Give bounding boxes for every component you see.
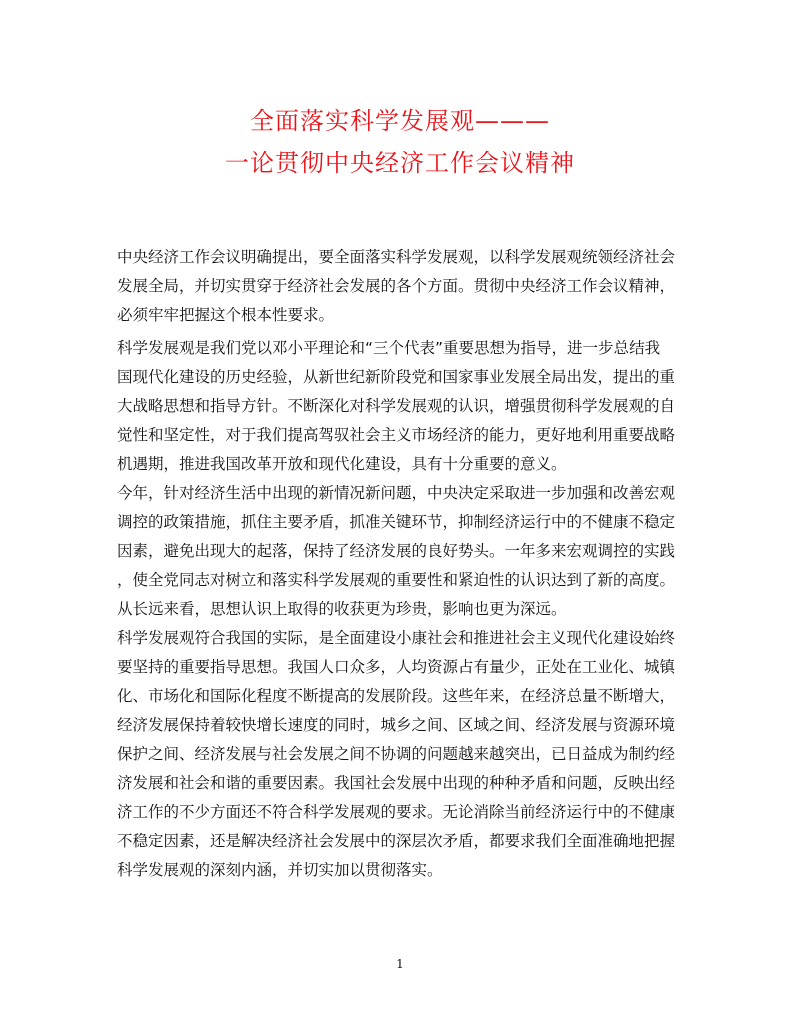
- body-line: 调控的政策措施，抓住主要矛盾，抓准关键环节，抑制经济运行中的不健康不稳定: [117, 513, 676, 531]
- body-line: 保护之间、经济发展与社会发展之间不协调的问题越来越突出，已日益成为制约经: [117, 745, 676, 763]
- body-line: 要坚持的重要指导思想。我国人口众多，人均资源占有量少，正处在工业化、城镇: [117, 658, 676, 676]
- body-line: 国现代化建设的历史经验，从新世纪新阶段党和国家事业发展全局出发，提出的重: [117, 368, 676, 386]
- body-line: 化、市场化和国际化程度不断提高的发展阶段。这些年来，在经济总量不断增大，: [117, 687, 676, 705]
- body-line: 经济发展保持着较快增长速度的同时，城乡之间、区域之间、经济发展与资源环境: [117, 716, 676, 734]
- body-line: 大战略思想和指导方针。不断深化对科学发展观的认识，增强贯彻科学发展观的自: [117, 397, 676, 415]
- body-line: 中央经济工作会议明确提出，要全面落实科学发展观，以科学发展观统领经济社会: [117, 248, 676, 266]
- body-line: 不稳定因素，还是解决经济社会发展中的深层次矛盾，都要求我们全面准确地把握: [117, 832, 676, 850]
- body-line: 机遇期，推进我国改革开放和现代化建设，具有十分重要的意义。: [117, 455, 567, 473]
- body-line: 发展全局，并切实贯穿于经济社会发展的各个方面。贯彻中央经济工作会议精神，: [117, 277, 676, 295]
- body-line: 必须牢牢把握这个根本性要求。: [117, 306, 335, 324]
- title-line-1: 全面落实科学发展观———: [250, 107, 550, 135]
- body-line: 从长远来看，思想认识上取得的收获更为珍贵，影响也更为深远。: [117, 600, 567, 618]
- body-line: ，使全党同志对树立和落实科学发展观的重要性和紧迫性的认识达到了新的高度。: [117, 571, 676, 589]
- title-line-2: 一论贯彻中央经济工作会议精神: [225, 149, 575, 177]
- body-line: 科学发展观是我们党以邓小平理论和“三个代表”重要思想为指导，进一步总结我: [117, 339, 661, 357]
- page-number: 1: [396, 957, 404, 971]
- body-line: 济工作的不少方面还不符合科学发展观的要求。无论消除当前经济运行中的不健康: [117, 803, 676, 821]
- body-line: 科学发展观的深刻内涵，并切实加以贯彻落实。: [117, 861, 443, 879]
- body-line: 因素，避免出现大的起落，保持了经济发展的良好势头。一年多来宏观调控的实践: [117, 542, 676, 560]
- document-body: [117, 243, 683, 885]
- body-line: 觉性和坚定性，对于我们提高驾驭社会主义市场经济的能力，更好地利用重要战略: [117, 426, 676, 444]
- body-line: 科学发展观符合我国的实际，是全面建设小康社会和推进社会主义现代化建设始终: [117, 629, 676, 647]
- body-line: 今年，针对经济生活中出现的新情况新问题，中央决定采取进一步加强和改善宏观: [117, 484, 676, 502]
- body-line: 济发展和社会和谐的重要因素。我国社会发展中出现的种种矛盾和问题，反映出经: [117, 774, 676, 792]
